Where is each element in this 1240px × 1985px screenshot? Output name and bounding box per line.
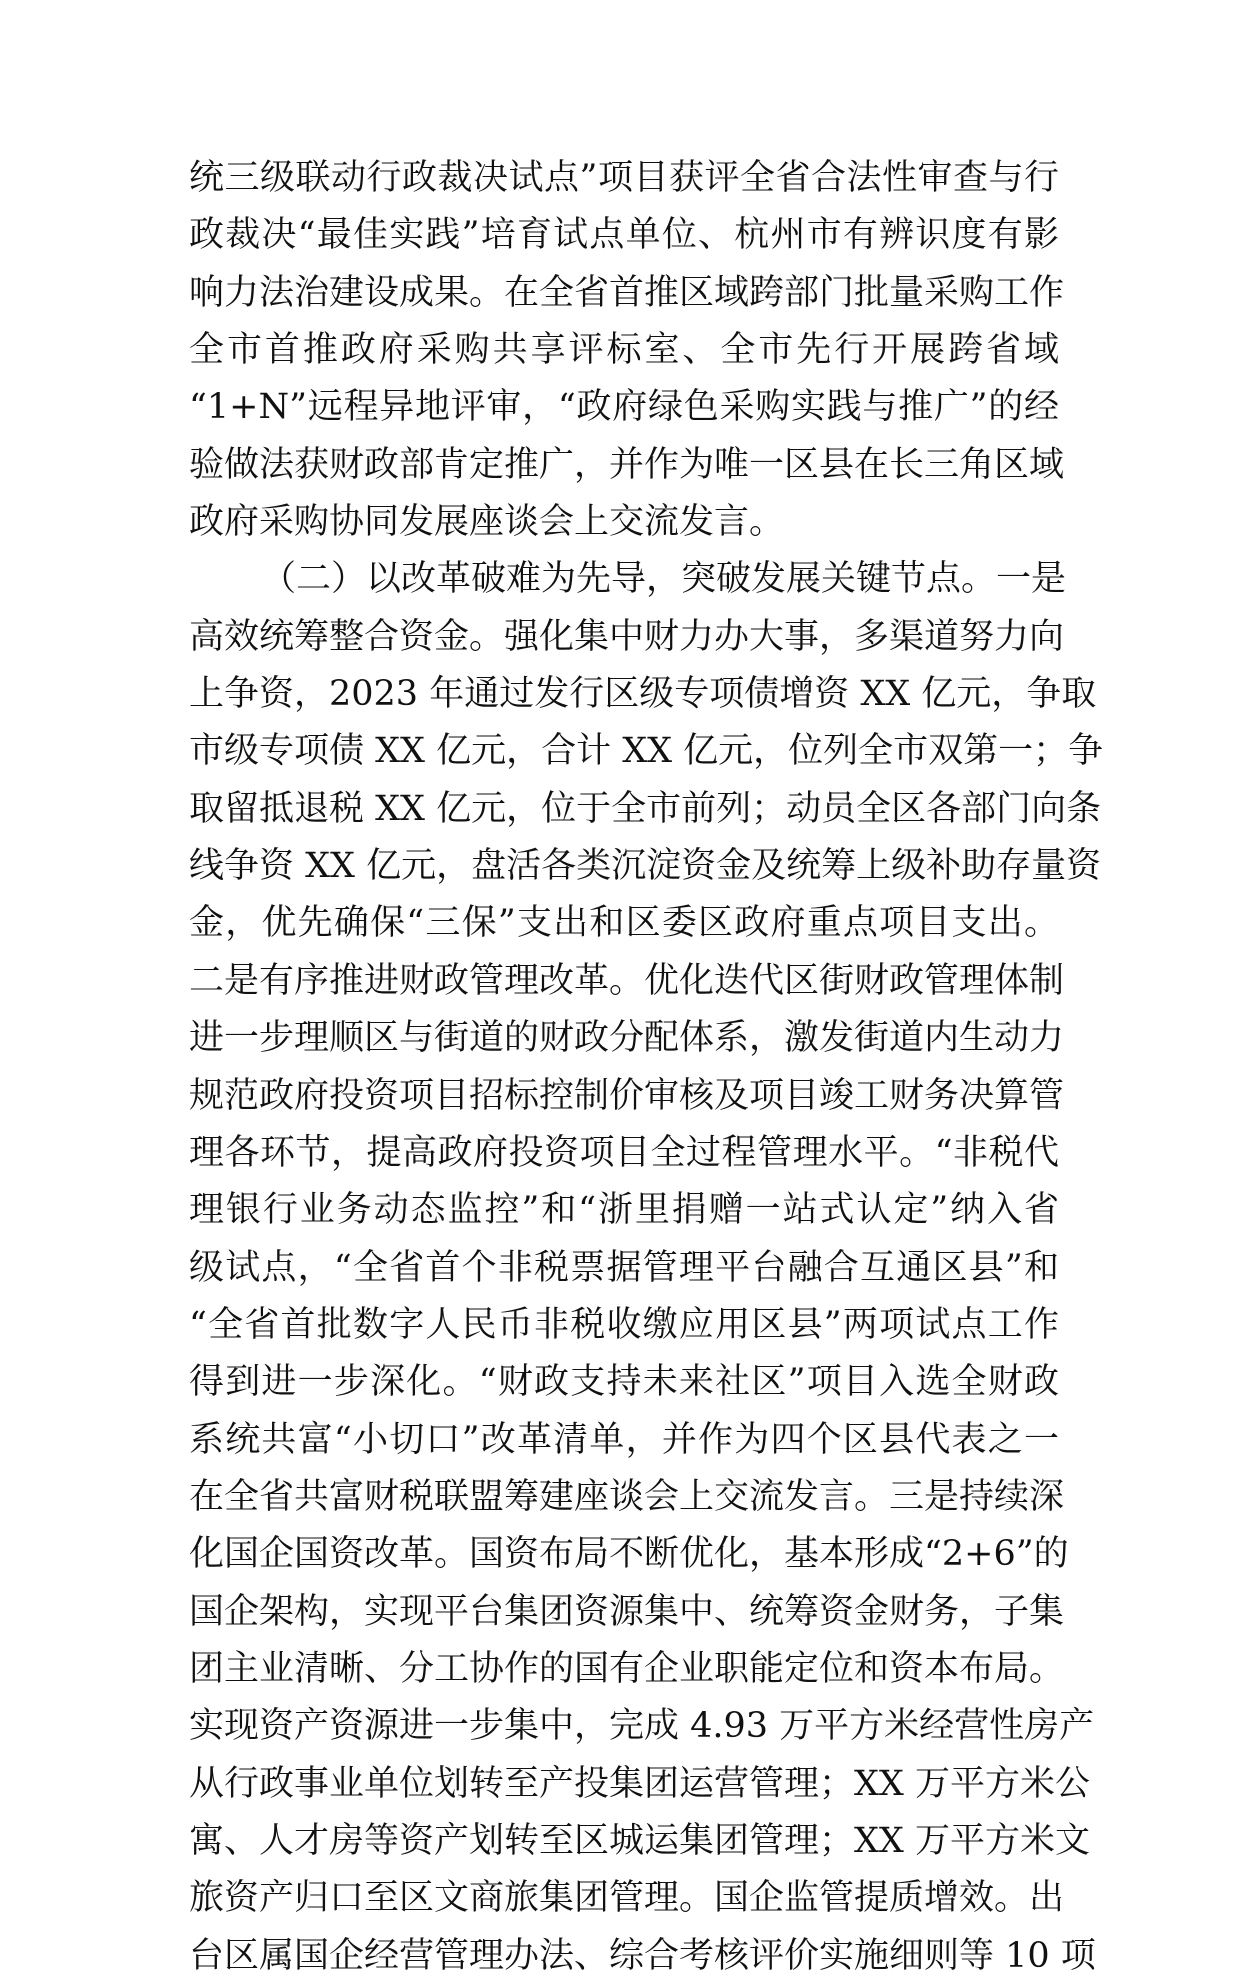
- text-line: 从行政事业单位划转至产投集团运营管理；XX 万平方米公: [189, 1763, 1090, 1804]
- text-line: 政裁决“最佳实践”培育试点单位、杭州市有辨识度有影: [189, 215, 1059, 256]
- text-line: 政府采购协同发展座谈会上交流发言。: [189, 502, 785, 543]
- text-line: 系统共富“小切口”改革清单，并作为四个区县代表之一: [189, 1419, 1059, 1460]
- text-line: 得到进一步深化。“财政支持未来社区”项目入选全财政: [189, 1362, 1059, 1403]
- text-line: 国企架构，实现平台集团资源集中、统筹资金财务，子集: [189, 1591, 1065, 1632]
- text-line: 理各环节，提高政府投资项目全过程管理水平。“非税代: [189, 1132, 1059, 1173]
- text-line: 统三级联动行政裁决试点”项目获评全省合法性审查与行: [189, 158, 1059, 198]
- text-line: 全市首推政府采购共享评标室、全市先行开展跨省域: [189, 330, 1059, 371]
- section-heading-line: （二）以改革破难为先导，突破发展关键节点。一是: [261, 559, 1067, 600]
- text-line: 寓、人才房等资产划转至区城运集团管理；XX 万平方米文: [189, 1820, 1090, 1861]
- text-line: 规范政府投资项目招标控制价审核及项目竣工财务决算管: [189, 1075, 1065, 1116]
- text-line: 实现资产资源进一步集中，完成 4.93 万平方米经营性房产: [189, 1706, 1095, 1747]
- text-line: 取留抵退税 XX 亿元，位于全市前列；动员全区各部门向条: [189, 788, 1102, 829]
- text-line: 响力法治建设成果。在全省首推区域跨部门批量采购工作: [189, 272, 1065, 313]
- text-line: 高效统筹整合资金。强化集中财力办大事，多渠道努力向: [189, 616, 1065, 657]
- text-line: 化国企国资改革。国资布局不断优化，基本形成“2+6”的: [189, 1534, 1069, 1575]
- text-line: 金，优先确保“三保”支出和区委区政府重点项目支出。: [189, 903, 1059, 944]
- body-text: [189, 150, 1104, 1985]
- text-line: 验做法获财政部肯定推广，并作为唯一区县在长三角区域: [189, 444, 1065, 485]
- text-line: “1+N”远程异地评审，“政府绿色采购实践与推广”的经: [189, 387, 1059, 428]
- text-line: 市级专项债 XX 亿元，合计 XX 亿元，位列全市双第一；争: [189, 731, 1104, 772]
- text-line: 级试点，“全省首个非税票据管理平台融合互通区县”和: [189, 1247, 1059, 1288]
- text-line: 在全省共富财税联盟筹建座谈会上交流发言。三是持续深: [189, 1476, 1065, 1517]
- text-line: 二是有序推进财政管理改革。优化迭代区街财政管理体制: [189, 960, 1065, 1001]
- text-line: 线争资 XX 亿元，盘活各类沉淀资金及统筹上级补助存量资: [189, 846, 1102, 887]
- text-line: 旅资产归口至区文商旅集团管理。国企监管提质增效。出: [189, 1878, 1065, 1919]
- text-line: 上争资，2023 年通过发行区级专项债增资 XX 亿元，争取: [189, 674, 1097, 715]
- text-line: “全省首批数字人民币非税收缴应用区县”两项试点工作: [189, 1304, 1059, 1345]
- text-line: 进一步理顺区与街道的财政分配体系，激发街道内生动力: [189, 1018, 1065, 1059]
- text-line: 团主业清晰、分工协作的国有企业职能定位和资本布局。: [189, 1648, 1065, 1689]
- text-line: 理银行业务动态监控”和“浙里捐赠一站式认定”纳入省: [189, 1190, 1059, 1231]
- text-line: 台区属国企经营管理办法、综合考核评价实施细则等 10 项: [189, 1935, 1096, 1976]
